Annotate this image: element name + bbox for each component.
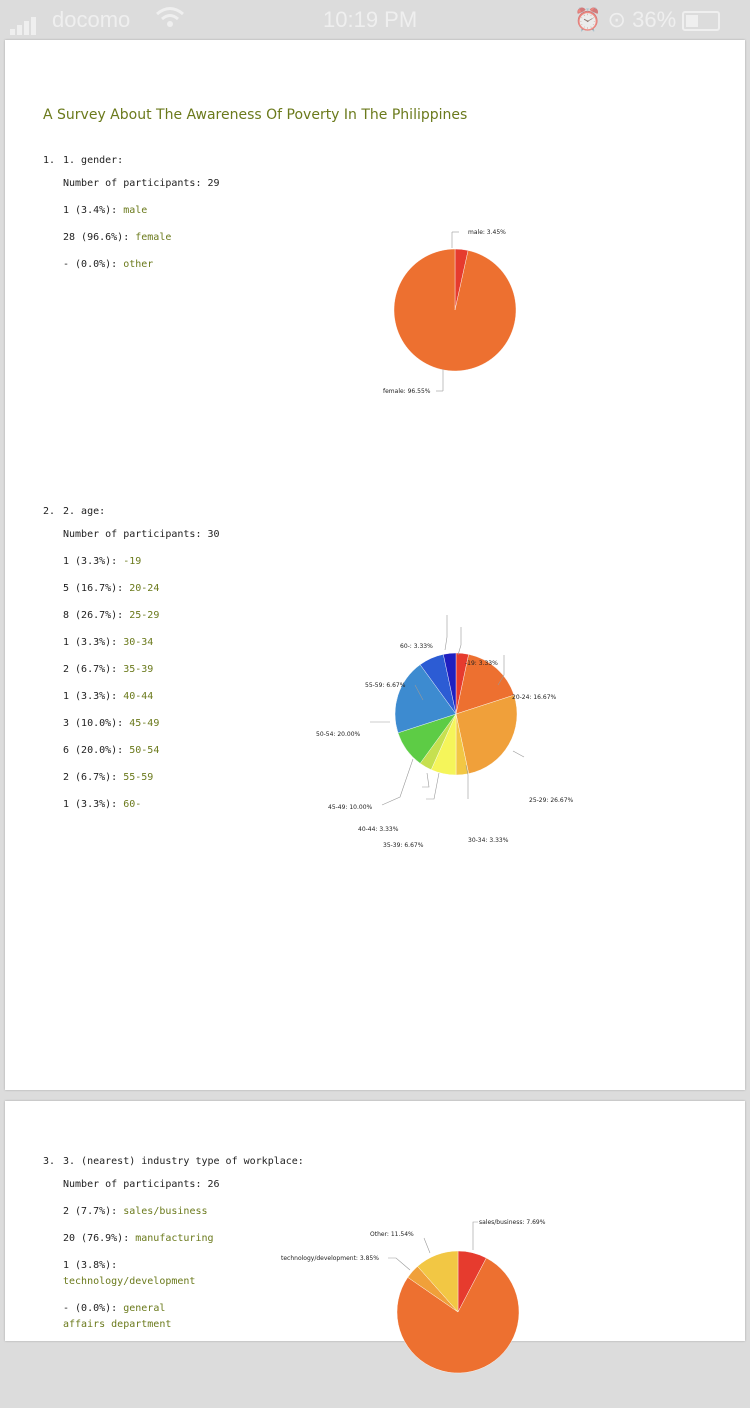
rotation-lock-icon: ⊙: [607, 7, 626, 32]
pie-label-technology-development: technology/development: 3.85%: [281, 1255, 379, 1262]
answer-row: 2 (6.7%): 55-59: [63, 772, 154, 783]
report-page-1: [5, 40, 745, 1090]
alarm-icon: ⏰: [574, 7, 602, 32]
carrier-name: docomo: [52, 7, 131, 32]
report-page-2: [5, 1101, 745, 1341]
answer-label[interactable]: 50-54: [129, 745, 160, 756]
answer-row: 28 (96.6%): female: [63, 232, 172, 243]
question-number: 2.: [43, 506, 56, 517]
battery-icon: [682, 11, 720, 31]
answer-label[interactable]: sales/business: [123, 1206, 208, 1217]
pie-label-19: -19: 3.33%: [465, 660, 498, 667]
pie-label-female: female: 96.55%: [383, 388, 431, 395]
participant-count: Number of participants: 29: [63, 178, 220, 189]
age-pie-chart: [316, 643, 574, 849]
answer-label[interactable]: 55-59: [123, 772, 154, 783]
answer-label[interactable]: male: [123, 205, 148, 216]
pie-label-20-24: 20-24: 16.67%: [512, 694, 557, 701]
pie-label-other: Other: 11.54%: [370, 1231, 414, 1238]
answer-label[interactable]: 25-29: [129, 610, 160, 621]
pie-label-50-54: 50-54: 20.00%: [316, 731, 361, 738]
answer-row: 1 (3.3%): 60-: [63, 799, 142, 810]
clock: 10:19 PM: [323, 7, 418, 32]
question-title: 2. age:: [63, 506, 106, 517]
answer-row: 1 (3.8%): technology/development: [63, 1260, 196, 1287]
answer-label[interactable]: 20-24: [129, 583, 160, 594]
answer-row: 3 (10.0%): 45-49: [63, 718, 160, 729]
answer-row: 5 (16.7%): 20-24: [63, 583, 160, 594]
answer-label[interactable]: manufacturing: [135, 1233, 214, 1244]
answer-label[interactable]: -19: [123, 556, 142, 567]
pie-label-male: male: 3.45%: [468, 229, 506, 236]
answer-row: 20 (76.9%): manufacturing: [63, 1233, 214, 1244]
answer-row: 2 (6.7%): 35-39: [63, 664, 154, 675]
answer-label[interactable]: 35-39: [123, 664, 154, 675]
answer-label[interactable]: 45-49: [129, 718, 160, 729]
question-number: 1.: [43, 155, 56, 166]
battery-percent: 36%: [632, 7, 677, 32]
participant-count: Number of participants: 30: [63, 529, 220, 540]
answer-row: 6 (20.0%): 50-54: [63, 745, 160, 756]
question-title: 3. (nearest) industry type of workplace:: [63, 1156, 304, 1167]
pie-label-sales-business: sales/business: 7.69%: [479, 1219, 546, 1226]
pie-label-60: 60-: 3.33%: [400, 643, 433, 650]
pie-label-25-29: 25-29: 26.67%: [529, 797, 574, 804]
question-number: 3.: [43, 1156, 56, 1167]
pie-label-35-39: 35-39: 6.67%: [383, 842, 424, 849]
question-title: 1. gender:: [63, 155, 124, 166]
participant-count: Number of participants: 26: [63, 1179, 220, 1190]
answer-label[interactable]: 60-: [123, 799, 142, 810]
gender-pie-chart: [383, 229, 545, 440]
answer-row: 2 (7.7%): sales/business: [63, 1206, 208, 1217]
pie-label-55-59: 55-59: 6.67%: [365, 682, 406, 689]
answer-label[interactable]: 40-44: [123, 691, 154, 702]
answer-row: - (0.0%): general affairs department: [63, 1303, 172, 1330]
answer-row: 1 (3.3%): 40-44: [63, 691, 154, 702]
answer-row: 8 (26.7%): 25-29: [63, 610, 160, 621]
answer-label[interactable]: female: [135, 232, 172, 243]
survey-title: A Survey About The Awareness Of Poverty In The Philippines: [43, 107, 468, 123]
status-bar: [0, 0, 750, 40]
answer-row: - (0.0%): other: [63, 259, 154, 270]
answer-row: 1 (3.4%): male: [63, 205, 148, 216]
answer-label[interactable]: 30-34: [123, 637, 154, 648]
signal-icon: [10, 9, 38, 35]
pie-label-40-44: 40-44: 3.33%: [358, 826, 399, 833]
wifi-icon: [155, 6, 185, 34]
answer-label[interactable]: other: [123, 259, 154, 270]
pie-label-30-34: 30-34: 3.33%: [468, 837, 509, 844]
answer-label[interactable]: technology/development: [63, 1276, 196, 1287]
pie-slice-female: [394, 249, 516, 371]
pie-label-45-49: 45-49: 10.00%: [328, 804, 373, 811]
answer-row: 1 (3.3%): -19: [63, 556, 142, 567]
answer-label[interactable]: general affairs department: [63, 1303, 172, 1330]
industry-pie-chart: [281, 1219, 550, 1408]
answer-row: 1 (3.3%): 30-34: [63, 637, 154, 648]
